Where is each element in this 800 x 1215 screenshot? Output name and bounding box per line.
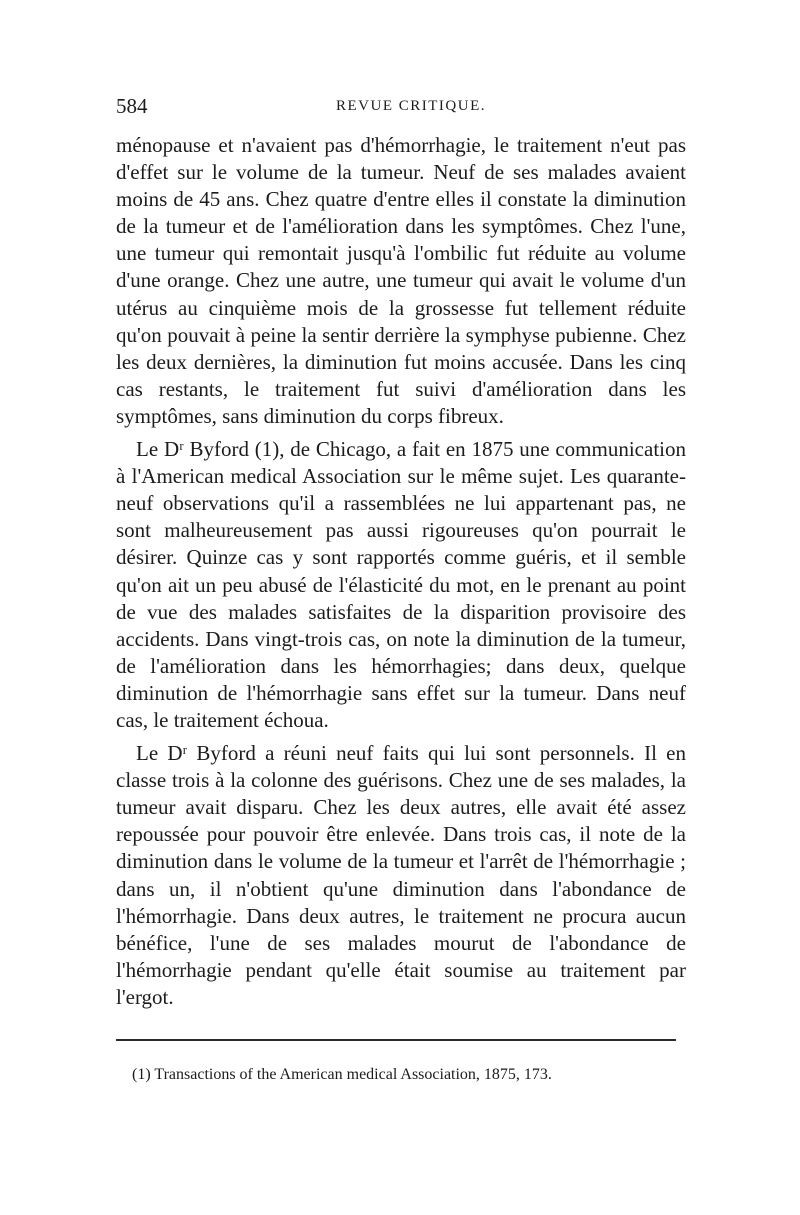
paragraph-1: ménopause et n'avaient pas d'hémorrhagie, le traitement n'eut pas d'effet sur le volume de la tumeur. Neuf de ses malades avaient moins de 45 ans. Chez quatre d'entre elles il constate la diminution de la tumeur et de l'amélioration dans les symptômes. Chez l'une, une tumeur qui remontait jusqu'à l'ombilic fut réduite au volume d'une orange. Chez une autre, une tumeur qui avait le volume d'un utérus au cinquième mois de la grossesse fut tellement réduite qu'on pouvait à peine la sentir derrière la symphyse pubienne. Chez les deux dernières, la diminution fut moins accusée. Dans les cinq cas restants, le traitement fut suivi d'amélioration dans les symptômes, sans diminution du corps fibreux. [116, 133, 686, 428]
paragraph-2: Le Dʳ Byford (1), de Chicago, a fait en 1875 une communication à l'American medical Association sur le même sujet. Les quarante-neuf observations qu'il a rassemblées ne lui appartenant pas, ne sont malheureusement pas aussi rigoureuses qu'on pourrait le désirer. Quinze cas y sont rapportés comme guéris, et il semble qu'on ait un peu abusé de l'élasticité du mot, en le prenant au point de vue des malades satisfaites de la disparition provisoire des accidents. Dans vingt-trois cas, on note la diminution de la tumeur, de l'amélioration dans les hémorrhagies; dans deux, quelque diminution de l'hémorrhagie sans effet sur la tumeur. Dans neuf cas, le traitement échoua. [116, 437, 686, 732]
paragraph-3: Le Dʳ Byford a réuni neuf faits qui lui sont personnels. Il en classe trois à la colonne des guérisons. Chez une de ses malades, la tumeur avait disparu. Chez les deux autres, elle avait été assez repoussée pour pouvoir être enlevée. Dans trois cas, il note de la diminution dans le volume de la tumeur et l'arrêt de l'hémorrhagie ; dans un, il n'obtient qu'une diminution dans l'abondance de l'hémorrhagie. Dans deux autres, le traitement ne procura aucun bénéfice, l'une de ses malades mourut de l'abondance de l'hémorrhagie pendant qu'elle était soumise au traitement par l'ergot. [116, 741, 686, 1009]
body-text [116, 132, 686, 1011]
running-title: REVUE CRITIQUE. [336, 98, 486, 114]
footnote-divider [116, 1039, 676, 1041]
document-page [116, 94, 686, 1085]
footnote: (1) Transactions of the American medical Association, 1875, 173. [132, 1066, 552, 1083]
page-header [116, 94, 686, 118]
page-number: 584 [116, 94, 148, 118]
